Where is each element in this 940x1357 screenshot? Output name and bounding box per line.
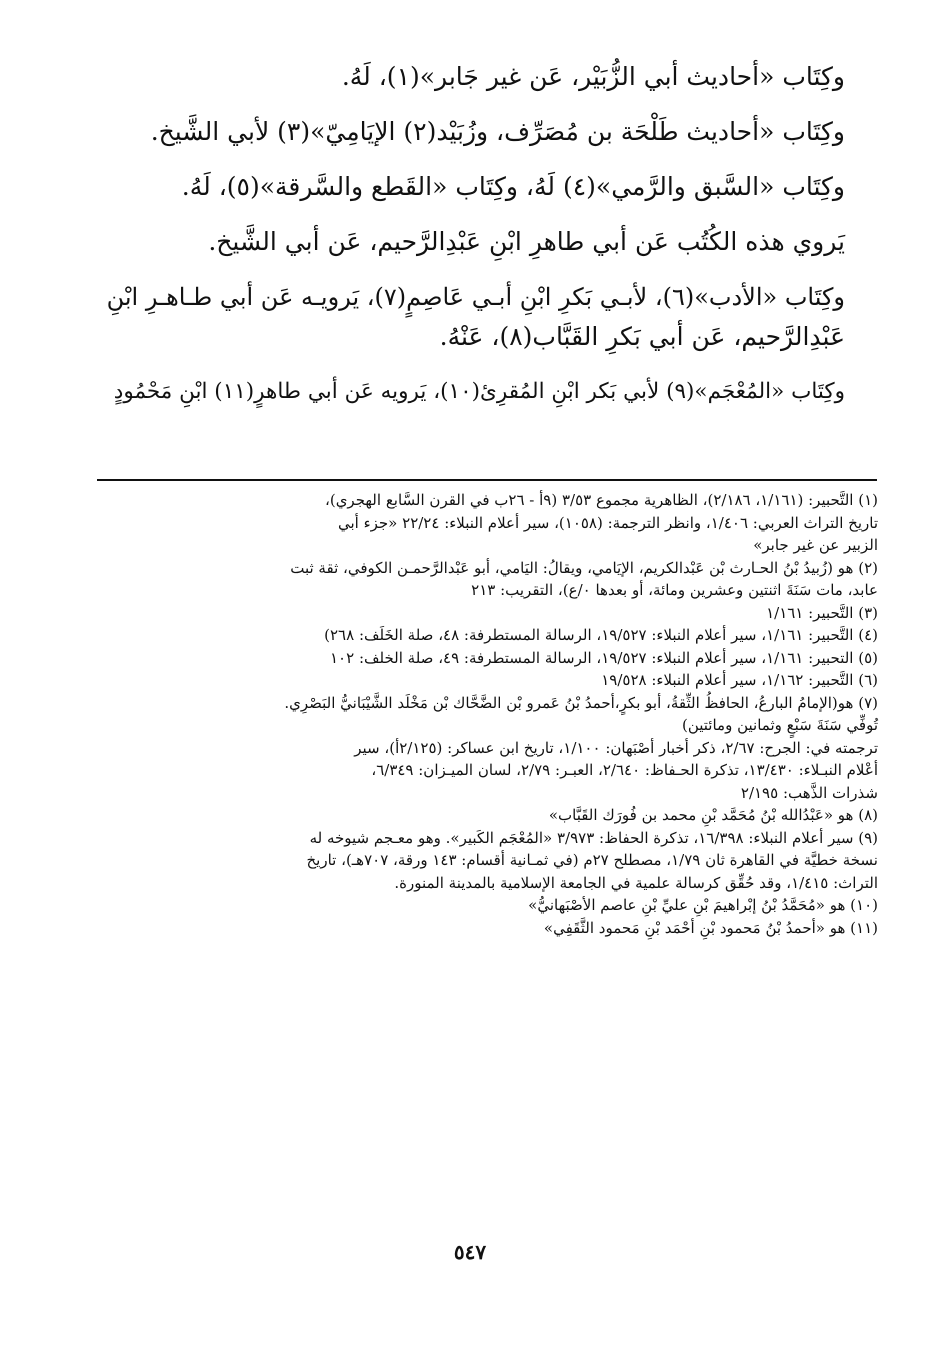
footnote-line: شذرات الذَّهب: ٢/١٩٥ (740, 783, 878, 802)
footnote-line: التراث: ١/٤١٥، وقد حُقِّق كرسالة علمية في الجامعة الإسلامية بالمدينة المنورة. (394, 873, 878, 892)
footnote-line: (٥) التحبير: ١/١٦١، سير أعلام النبلاء: ١٩/٥٢٧، الرسالة المستطرفة: ٤٩، صلة الخلف: ١٠٢ (330, 648, 878, 667)
footnote-line: تُوفِّي سَنَةَ سَبْعٍ وثمانين ومائتين) (681, 716, 878, 734)
footnote-line: (٢) هو (زُبيدُ بْنُ الحـارث بْن عَبْدالكريم، الإيَامي، ويقالُ: اليَامي، أبو عَبْدالرَّحمـن الكوفي، ثقة ثبت (290, 558, 878, 577)
footnote-line: (٦) التَّحبير: ١/١٦٢، سير أعلام النبلاء: ١٩/٥٢٨ (601, 671, 878, 689)
main-line: وكِتَاب «الأدب»(٦)، لأبـي بَكرِ ابْنِ أبـي عَاصِمٍ(٧)، يَرويـه عَن أبي طـاهـرِ ابْنِ (106, 283, 845, 311)
footnote-line: (٤) التَّحبير: ١/١٦١، سير أعلام النبلاء: ١٩/٥٢٧، الرسالة المستطرفة: ٤٨، صلة الخَلَف: ٢٦٨) (324, 626, 878, 644)
footnote-7 (95, 692, 878, 805)
footnote-line: ترجمته في: الجرح: ٢/٦٧، ذكر أخبار أصْبَهان: ١/١٠٠، تاريخ ابن عساكر: (٢/١٢٥أ)، سير (354, 738, 878, 757)
footnote-5 (95, 647, 878, 670)
footnote-line: (١) التَّحبير: (١/١٦١، ٢/١٨٦)، الظاهرية مجموع ٣/٥٣ (٩أ - ٢٦ب في القرن السَّابع الهجري)، (325, 491, 878, 509)
footnote-line: نسخة خطيَّة في القاهرة ثان ١/٧٩، مصطلح ٢٧م (في ثمـانية أقسام: ١٤٣ ورقة، ٧٠٧هـ)، تاريخ (306, 851, 878, 869)
footnote-8 (95, 804, 878, 827)
footnote-3 (95, 602, 878, 625)
footnote-line: تاريخ التراث العربي: ١/٤٠٦، وانظر الترجمة: (١٠٥٨)، سير أعلام النبلاء: ٢٢/٢٤ «جزء أبي (337, 513, 878, 532)
footnote-9 (95, 827, 878, 895)
footnote-line: الزبير عن غير جابر» (753, 536, 878, 554)
footnote-4 (95, 624, 878, 647)
main-line: عَبْدِالرَّحيم، عَن أبي بَكرِ القَبَّاب(٨)، عَنْهُ. (439, 322, 845, 351)
footnote-line: عابد، مات سَنَةَ اثنتين وعشرين ومائة، أو بعدها ٠/ع)، التقريب: ٢١٣ (471, 581, 878, 599)
footnote-divider (97, 479, 877, 481)
main-line: يَروي هذه الكُتُب عَن أبي طاهرِ ابْنِ عَبْدِالرَّحيم، عَن أبي الشَّيخ. (208, 227, 845, 256)
main-line: وكِتَاب «المُعْجَم»(٩) لأبي بَكر ابْنِ المُقرِئ(١٠)، يَرويه عَن أبي طاهرٍ(١١) ابْنِ مَحْمُودٍ (113, 379, 845, 404)
footnote-line: (١١) هو «أحمدُ بْنُ مَحمود بْنِ أحْمَد بْنِ مَحمود الثَّقَفِي» (543, 918, 878, 937)
footnote-line: (٨) هو «عَبْدُالله بْنُ مُحَمَّد بْنِ محمد بن فُورَك القَبَّاب» (548, 806, 878, 824)
footnote-1 (95, 489, 878, 557)
main-text (98, 62, 845, 407)
footnote-line: (٩) سير أعلام النبلاء: ١٦/٣٩٨، تذكرة الحفاظ: ٣/٩٧٣ «المُعْجَم الكَبير». وهو معـجم شيوخه له (309, 828, 878, 847)
footnote-line: (١٠) هو «مُحَمَّدُ بْنُ إبْراهيمَ بْنِ عليِّ بْنِ عاصم الأصْبَهانيُّ» (528, 896, 878, 914)
footnote-line: (٣) التَّحبير: ١/١٦١ (766, 603, 878, 622)
footnote-line: (٧) هو(الإمامُ البارعُ، الحافظُ الثِّقةُ، أبو بكرٍ،أحمدُ بْنُ عَمرو بْن الضَّحَّاك بْن مَخْلَد الشَّيْبَانيُّ البَصْرِي. (284, 693, 878, 712)
footnote-line: أعْلام النبـلاء: ١٣/٤٣٠، تذكرة الحـفاظ: ٢/٦٤٠، العبـر: ٢/٧٩، لسان الميـزان: ٦/٣٤٩، (371, 761, 878, 779)
footnote-11 (95, 917, 878, 940)
main-line: وكِتَاب «السَّبق والرَّمي»(٤) لَهُ، وكِتَاب «القَطع والسَّرقة»(٥)، لَهُ. (181, 172, 845, 201)
footnotes (95, 489, 878, 939)
footnote-2 (95, 557, 878, 602)
footnote-6 (95, 669, 878, 692)
main-line: وكِتَاب «أحاديث طَلْحَة بن مُصَرِّف، وزُبَيْد(٢) الإيَامِيّ»(٣) لأبي الشَّيخ. (150, 117, 845, 146)
footnote-10 (95, 894, 878, 917)
page-number: ٥٤٧ (453, 1240, 487, 1264)
main-line: وكِتَاب «أحاديث أبي الزُّبَيْر، عَن غير جَابر»(١)، لَهُ. (341, 62, 845, 91)
